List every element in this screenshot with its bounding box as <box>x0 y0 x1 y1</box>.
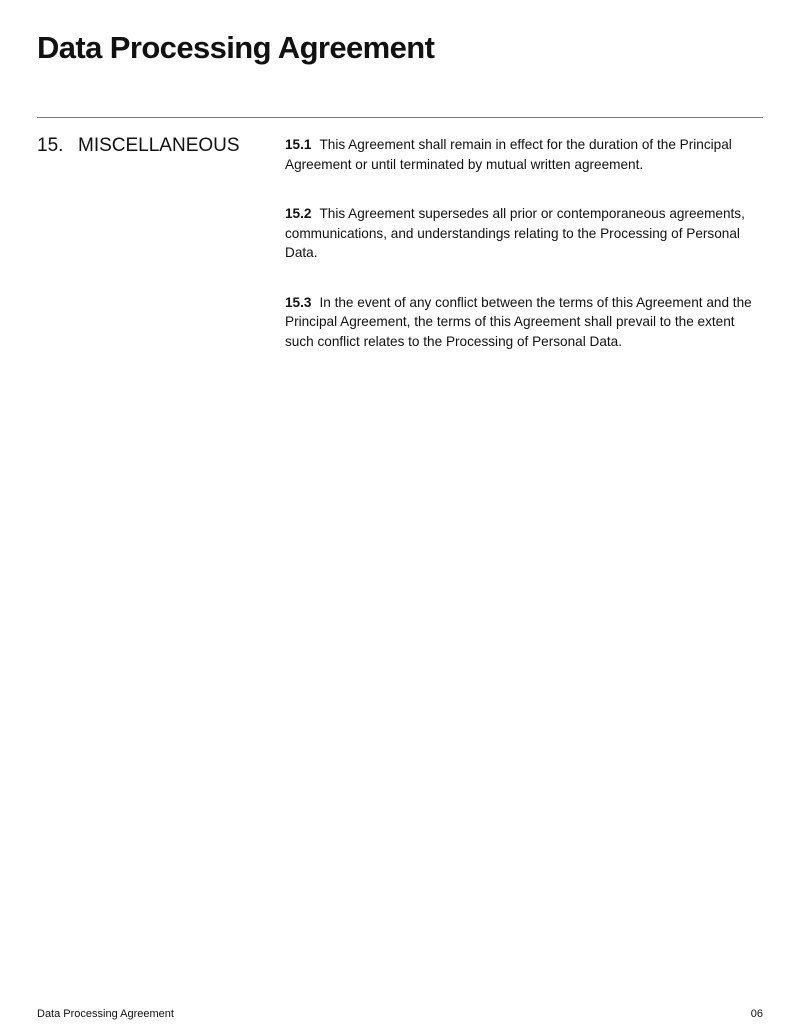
clause-number: 15.3 <box>285 294 312 310</box>
clause-15-3 <box>285 293 765 352</box>
page-title: Data Processing Agreement <box>37 30 435 65</box>
clause-number: 15.1 <box>285 137 312 152</box>
clause-text: In the event of any conflict between the terms of this Agreement and the Principal Agreement, the terms of this Agreement shall prevail to the extent such conflict relates to the Processing of Personal Data. <box>285 294 752 349</box>
section-number: 15. <box>37 135 64 156</box>
section-heading <box>37 134 240 158</box>
clause-text: This Agreement supersedes all prior or contemporaneous agreements, communications, and understandings relating to the Processing of Personal Data. <box>285 206 745 260</box>
clause-text: This Agreement shall remain in effect for the duration of the Principal Agreement or until terminated by mutual written agreement. <box>285 137 732 172</box>
clause-15-2 <box>285 204 765 263</box>
footer-page-number: 06 <box>750 1008 763 1020</box>
clause-15-1 <box>285 135 765 174</box>
section-title: MISCELLANEOUS <box>78 135 240 156</box>
header-divider <box>37 117 763 118</box>
clause-list <box>285 135 765 381</box>
clause-number: 15.2 <box>285 206 312 221</box>
footer-document-title: Data Processing Agreement <box>37 1008 174 1020</box>
